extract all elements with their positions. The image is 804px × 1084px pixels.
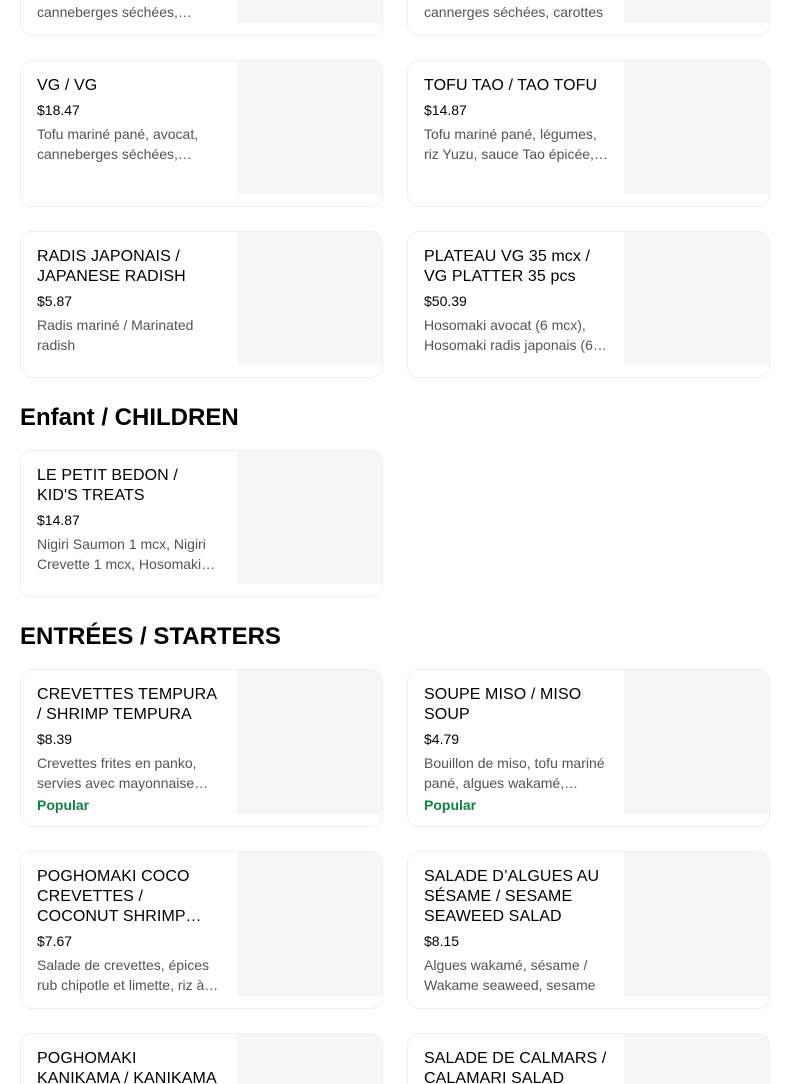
popular-badge: Popular: [37, 797, 90, 813]
menu-item-card[interactable]: [407, 851, 770, 1009]
menu-item-price: $5.87: [37, 293, 73, 309]
menu-item-name: PLATEAU VG 35 mcx / VG PLATTER 35 pcs: [424, 248, 591, 285]
menu-item-card[interactable]: [407, 1033, 770, 1084]
menu-item-card[interactable]: [20, 1033, 383, 1084]
section-title: ENTRÉES / STARTERS: [20, 623, 281, 650]
menu-item-name: LE PETIT BEDON / KID'S TREATS: [37, 467, 178, 504]
section-title: Enfant / CHILDREN: [20, 404, 239, 431]
menu-item-card[interactable]: [407, 669, 770, 827]
menu-item-image: [237, 0, 382, 23]
menu-item-image: [624, 61, 769, 194]
menu-item-card[interactable]: [20, 450, 383, 597]
menu-item-price: $50.39: [424, 293, 467, 309]
menu-item-price: $7.67: [37, 933, 73, 949]
menu-item-description: Nigiri Saumon 1 mcx, Nigiri Crevette 1 mcx, Hosomaki: [37, 536, 206, 572]
menu-item-description: canneberges séchées,: [37, 4, 178, 20]
menu-item-price: $4.79: [424, 731, 460, 747]
menu-item-description: Tofu mariné pané, légumes, riz Yuzu, sauce Tao épicée,: [424, 126, 597, 162]
menu-item-name: RADIS JAPONAIS / JAPANESE RADISH: [37, 248, 186, 285]
menu-item-image: [624, 670, 769, 814]
menu-item-image: [237, 451, 382, 584]
menu-item-price: $8.39: [37, 731, 73, 747]
menu-item-card[interactable]: [407, 0, 770, 36]
menu-item-name: VG / VG: [37, 77, 98, 94]
menu-item-image: [237, 852, 382, 996]
menu-item-image: [624, 1034, 769, 1084]
menu-item-card[interactable]: [407, 60, 770, 207]
menu-item-description: cannerges séchées, carottes: [424, 4, 603, 20]
menu-item-price: $18.47: [37, 102, 80, 118]
menu-item-description: Salade de crevettes, épices rub chipotle et limette, riz à: [37, 957, 209, 993]
menu-item-name: SALADE DE CALMARS / CALAMARI SALAD: [424, 1050, 607, 1084]
menu-item-description: Radis mariné / Marinated radish: [37, 317, 194, 353]
menu-item-image: [237, 1034, 382, 1084]
menu-item-card[interactable]: [407, 231, 770, 378]
menu-item-price: $8.15: [424, 933, 460, 949]
menu-item-name: CREVETTES TEMPURA / SHRIMP TEMPURA: [37, 686, 217, 723]
menu-item-price: $14.87: [424, 102, 467, 118]
menu-item-image: [624, 232, 769, 365]
menu-item-card[interactable]: [20, 0, 383, 36]
menu-item-description: Algues wakamé, sésame / Wakame seaweed, sesame: [424, 957, 596, 993]
menu-item-image: [624, 852, 769, 996]
menu-item-image: [237, 670, 382, 814]
menu-item-image: [237, 232, 382, 365]
menu-item-name: POGHOMAKI KANIKAMA / KANIKAMA: [37, 1050, 216, 1084]
menu-item-card[interactable]: [20, 669, 383, 827]
menu-item-image: [624, 0, 769, 23]
menu-item-description: Crevettes frites en panko, servies avec mayonnaise: [37, 755, 197, 791]
menu-item-name: SALADE D’ALGUES AU SÉSAME / SESAME SEAWEED SALAD: [424, 868, 600, 925]
menu-item-image: [237, 61, 382, 194]
menu-item-name: SOUPE MISO / MISO SOUP: [424, 686, 582, 723]
menu-item-card[interactable]: [20, 851, 383, 1009]
menu-item-description: Hosomaki avocat (6 mcx), Hosomaki radis japonais (6: [424, 317, 593, 353]
menu-item-description: Tofu mariné pané, avocat, canneberges séchées,: [37, 126, 199, 162]
menu-item-description: Bouillon de miso, tofu mariné pané, algues wakamé,: [424, 755, 605, 791]
menu-item-name: POGHOMAKI COCO CREVETTES / COCONUT SHRIMP: [37, 868, 190, 925]
popular-badge: Popular: [424, 797, 477, 813]
menu-item-price: $14.87: [37, 512, 80, 528]
menu-item-name: TOFU TAO / TAO TOFU: [424, 77, 598, 94]
menu-item-card[interactable]: [20, 231, 383, 378]
menu-item-card[interactable]: [20, 60, 383, 207]
